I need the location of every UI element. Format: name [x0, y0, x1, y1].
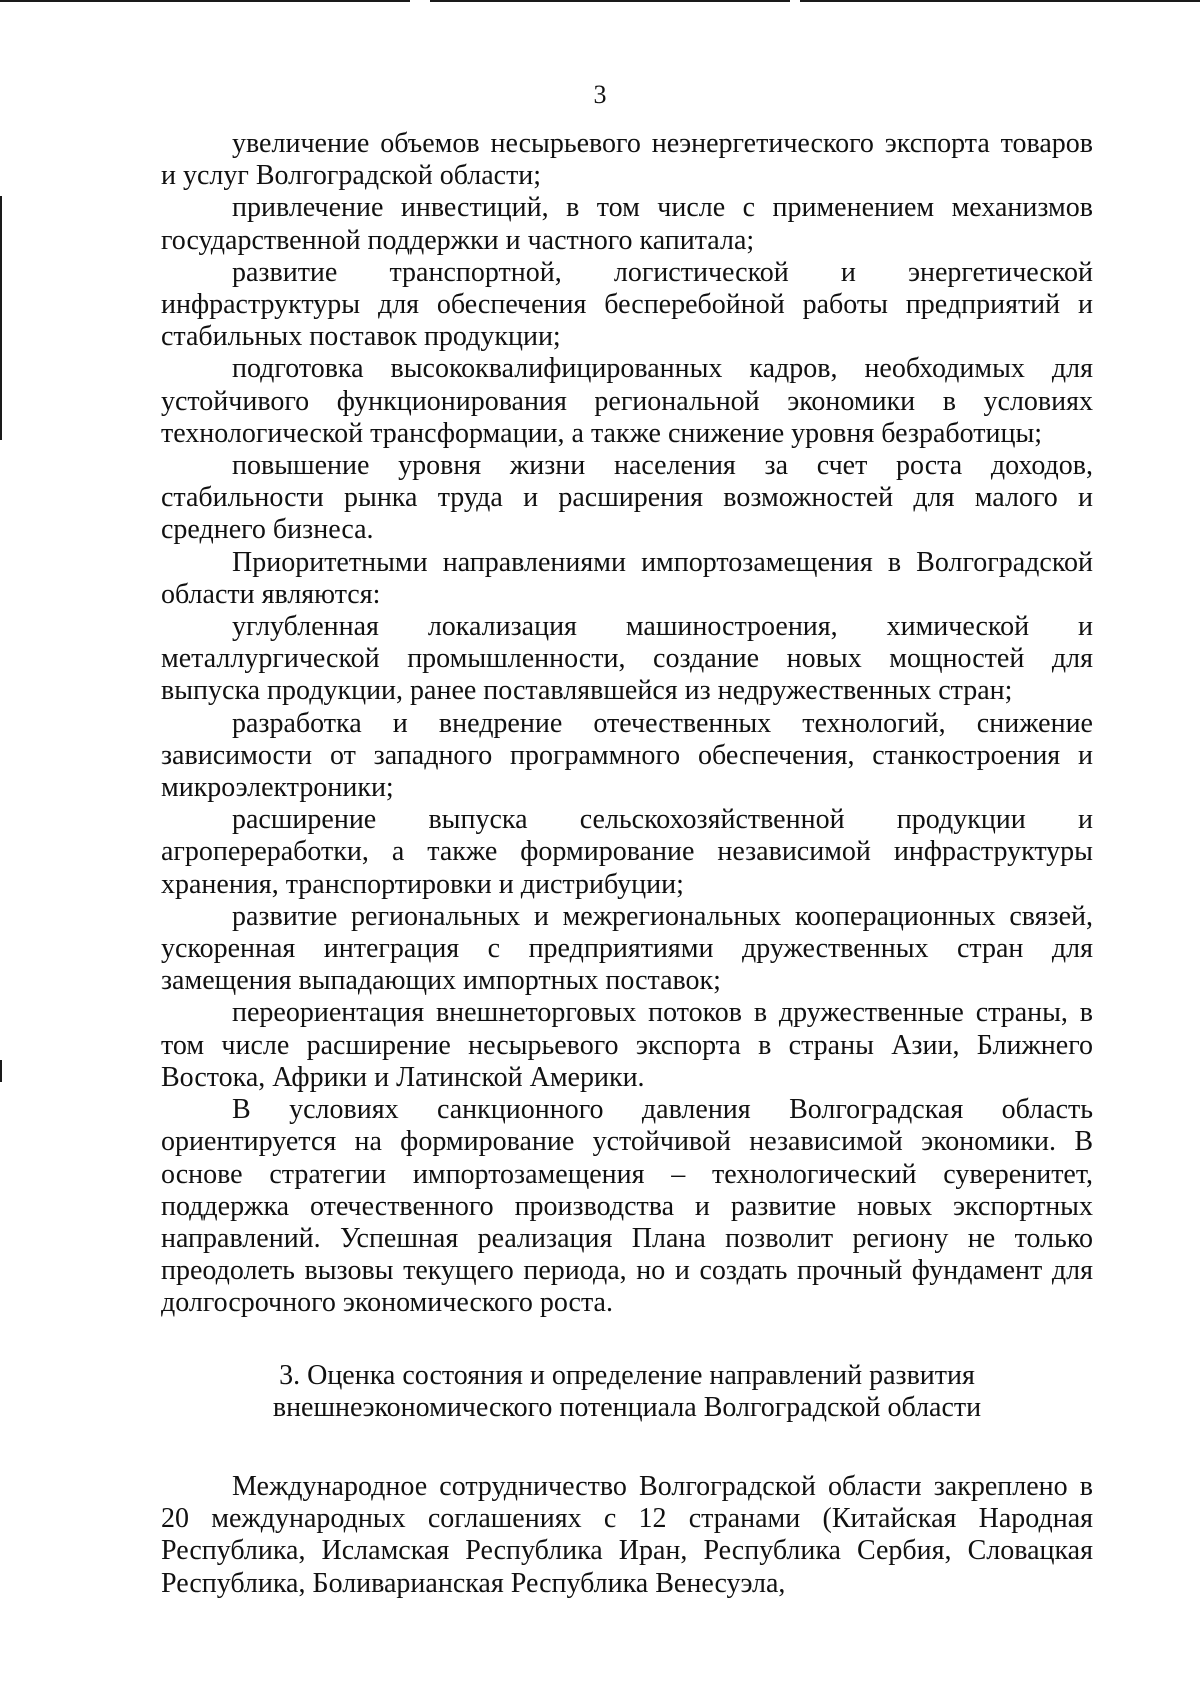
paragraph: Международное сотрудничество Волгоградской области закреплено в 20 международных соглашениях с 12 странами (Китайская Народная Республика, Исламская Республика Иран, Республика Сербия, Словацкая Республика, Боливарианская Республика Венесуэла,: [161, 1470, 1093, 1599]
page-number: 3: [593, 80, 607, 109]
scan-edge-top-right: [800, 0, 1200, 2]
section-heading: 3. Оценка состояния и определение направлений развития внешнеэкономического потенциала Волгоградской области: [272, 1359, 982, 1423]
scan-edge-top-middle: [430, 0, 790, 2]
document-body: [161, 128, 1093, 1600]
paragraph: развитие региональных и межрегиональных кооперационных связей, ускоренная интеграция с предприятиями дружественных стран для замещения выпадающих импортных поставок;: [161, 900, 1093, 997]
paragraph: увеличение объемов несырьевого неэнергетического экспорта товаров и услуг Волгоградской области;: [161, 128, 1093, 192]
paragraph: Приоритетными направлениями импортозамещения в Волгоградской области являются:: [161, 546, 1093, 610]
scan-edge-top-left: [0, 0, 410, 2]
paragraph: подготовка высококвалифицированных кадров, необходимых для устойчивого функционирования региональной экономики в условиях технологической трансформации, а также снижение уровня безработицы;: [161, 353, 1093, 449]
paragraph: переориентация внешнеторговых потоков в дружественные страны, в том числе расширение несырьевого экспорта в страны Азии, Ближнего Востока, Африки и Латинской Америки.: [161, 997, 1093, 1093]
scan-edge-left-upper: [0, 196, 2, 440]
paragraph: углубленная локализация машиностроения, химической и металлургической промышленности, создание новых мощностей для выпуска продукции, ранее поставлявшейся из недружественных стран;: [161, 611, 1093, 707]
paragraph: В условиях санкционного давления Волгоградская область ориентируется на формирование устойчивой независимой экономики. В основе стратегии импортозамещения – технологический суверенитет, поддержка отечественного производства и развитие новых экспортных направлений. Успешная реализация Плана позволит региону не только преодолеть вызовы текущего периода, но и создать прочный фундамент для долгосрочного экономического роста.: [161, 1094, 1093, 1319]
paragraph: привлечение инвестиций, в том числе с применением механизмов государственной поддержки и частного капитала;: [161, 192, 1093, 256]
paragraph: расширение выпуска сельскохозяйственной продукции и агропереработки, а также формирование независимой инфраструктуры хранения, транспортировки и дистрибуции;: [161, 804, 1093, 900]
paragraph: развитие транспортной, логистической и энергетической инфраструктуры для обеспечения бесперебойной работы предприятий и стабильных поставок продукции;: [161, 256, 1093, 353]
paragraph: разработка и внедрение отечественных технологий, снижение зависимости от западного программного обеспечения, станкостроения и микроэлектроники;: [161, 707, 1093, 804]
paragraph: повышение уровня жизни населения за счет роста доходов, стабильности рынка труда и расширения возможностей для малого и среднего бизнеса.: [161, 450, 1093, 546]
scan-edge-left-lower: [0, 1060, 2, 1082]
